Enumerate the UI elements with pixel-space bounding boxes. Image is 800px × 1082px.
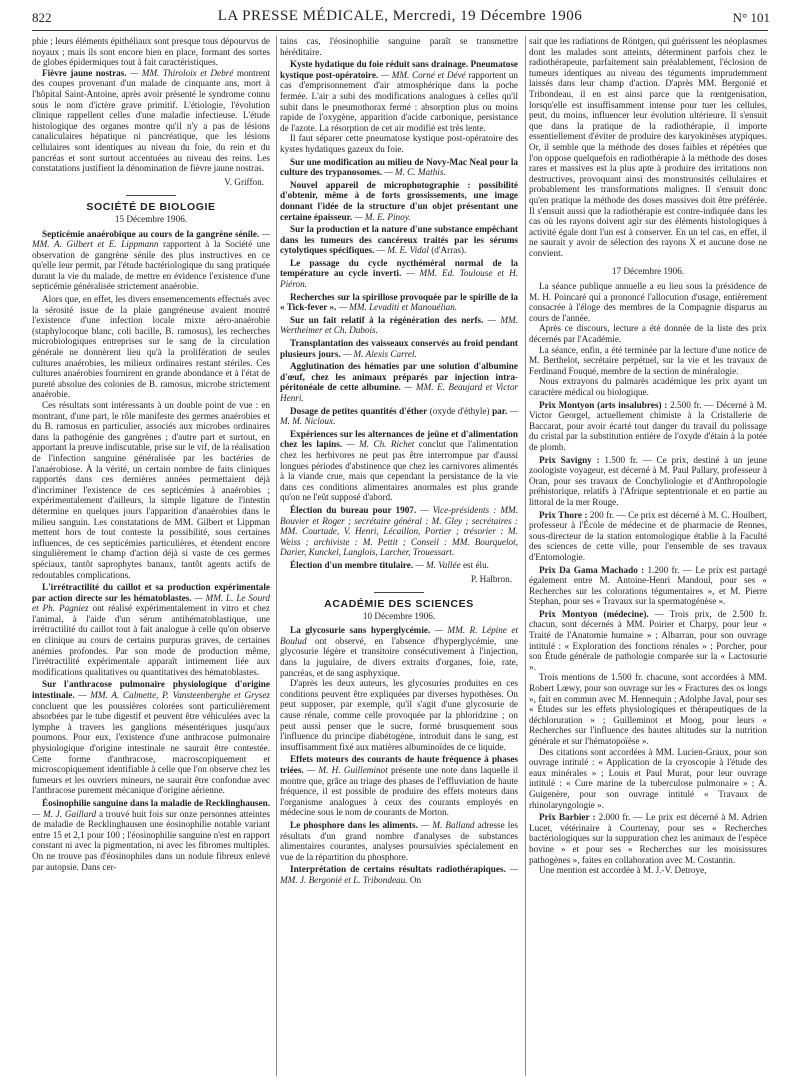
article-authors: — M. M. Nicloux.	[280, 405, 518, 427]
article-text: (d'Arras).	[428, 245, 467, 256]
newspaper-title: LA PRESSE MÉDICALE, Mercredi, 19 Décembre 1906	[217, 8, 583, 24]
article-authors: — MM. L. Le Sourd et Ph. Pagniez	[32, 592, 270, 614]
signature: P. Halbron.	[470, 573, 512, 584]
article-title: L'irrétractilité du caillot et sa production expérimentale par action directe sur les hématoblastes.	[32, 582, 270, 603]
prize-text: 1.500 fr. — Ce prix, destiné à un jeune zoologiste voyageur, est décerné à M. Paul Pallary, professeur à Oran, pour ses travaux de Conchyliologie et d'Anthropologie préhistorique, relatifs à l'Afrique septentrionale et en partie au littoral de la mer Rouge.	[529, 454, 767, 507]
article-title: Expériences sur les alternances de jeûne et d'alimentation chez les lapins.	[280, 428, 518, 450]
paragraph: Des citations sont accordées à MM. Lucien-Graux, pour son ouvrage intitulé : « Application de la cryoscopie à l'étude des eaux minérales » ; Louis et Paul Murat, pour leur ouvrage intitulé : « Cure marine de la tuberculose pulmonaire » ; A. Guigenère, pour son ouvrage intitulé « Travaux de rhinolaryngologie ».	[529, 746, 767, 810]
article-authors: — MM. A. Gilbert et E. Lippmann	[32, 228, 271, 250]
article-election-membre	[280, 560, 518, 571]
article-agglutination	[280, 361, 518, 403]
article-text: a trouvé huit fois sur onze personnes atteintes de maladie de Recklinghausen une éosinophilie notable variant entre 15 et 2,1 pour 100 ; l'éosinophilie sanguine n'est en rapport constant ni avec la pigmentation, ni avec les fibromes multiples. On ne trouve pas d'éosinophiles dans un nodule fibreux enlevé par autopsie. Dans cer-	[32, 808, 270, 872]
paragraph: La séance, enfin, a été terminée par la lecture d'une notice de M. Berthelot, secrétaire perpétuel, sur la vie et les travaux de Ferdinand Fouqué, membre de la section de minéralogie.	[529, 344, 767, 376]
article-phosphore	[280, 820, 518, 862]
article-text: rapportent un cas d'emprisonnement d'air atmosphérique dans la poche fermée. L'air a subi des modifications analogues à celles qu'il subit dans le pneumothorax fermé : absorption plus ou moins rapide de l'oxygène, apparition d'acide carbonique, persistance de l'azote. La résorption de cet air modifié est très lente.	[280, 69, 518, 133]
article-text: On	[407, 874, 422, 885]
article-authors: — M. Ch. Richet	[342, 439, 415, 450]
prize-savigny	[529, 455, 767, 508]
paragraph: Ces résultats sont intéressants à un double point de vue : en montrant, d'une part, le rôle manifeste des germes anaérobies et du B. ramosus en particulier, associés aux microbes ordinaires dans la pathogénie des gangrènes ; d'autre part et surtout, en apportant la preuve indiscutable, prise sur le vif, de la réalisation de l'infection sanguine généralisée par les bactéries de l'anaérobiose. À la vérité, un certain nombre de faits cliniques rapportés dans ces dernières années permettaient déjà d'incriminer l'existence de ces septicémies à anaérobies ; expérimentalement d'ailleurs, la simple ligature de l'intestin détermine en quelques jours l'apparition d'anaérobies dans le milieu sanguin. Les constatations de MM. Gilbert et Lippman mettent hors de tout conteste la possibilité, sous certaines influences, de ces septicémies particulières, et étendent encore singulièrement le champ d'action déjà si vaste de ces germes spéciaux, tantôt saprophytes banaux, tantôt agents actifs de redoutables complications.	[32, 400, 270, 580]
article-spirillose	[280, 292, 518, 313]
article-election-bureau	[280, 505, 518, 558]
issue-number: N° 101	[732, 10, 770, 25]
prize-title: Prix Montyon (arts insalubres) :	[539, 399, 668, 410]
article-title: Sur la production et la nature d'une substance empêchant dans les tumeurs des cancéreux traités par les sérums cytolytiques spécifiques.	[280, 224, 518, 256]
paragraph: D'après les deux auteurs, les glycosuries produites en ces conditions peuvent être expliquées par diverses hypothèses. On peut supposer, par exemple, qu'il s'agit d'une glycosurie de cause rénale, comme celle provoquée par la phloridzine ; on peut aussi penser que le sucre, formé brusquement sous l'influence du principe diabétogène, introduit dans le sang, est insuffisamment fixé aux matières albuminoïdes de ce liquide.	[280, 678, 518, 752]
article-septicemie	[32, 229, 270, 293]
article-title: Sur un fait relatif à la régénération des nerfs.	[290, 314, 484, 325]
article-title: Le passage du cycle nycthéméral normal de la température au cycle inverti.	[280, 257, 518, 279]
article-title: Effets moteurs des courants de haute fréquence à phases triées.	[280, 754, 518, 775]
prize-text: 1.200 fr. — Le prix est partagé également entre M. Antoine-Henri Mandoul, pour ses « Recherches sur les colorations tégumentaires », et M. Pierre Stephan, pour ses « Travaux sur la spermatogénèse ».	[529, 564, 767, 607]
article-title: Fièvre jaune nostras.	[42, 67, 127, 78]
prize-title: Prix Thore :	[539, 509, 588, 520]
article-authors: — M. C. Mathis.	[382, 167, 446, 178]
paragraph: Trois mentions de 1.500 fr. chacune, sont accordées à MM. Robert Lœwy, pour son ouvrage sur les « Fractures des os longs », fait en commun avec M. Hennequin ; Adolphe Javal, pour ses « Études sur les effets physiologiques et thérapeutiques de la déchloruration » ; Guilleminot et Moog, pour leurs « Recherches sur l'influence des hautes altitudes sur la nutrition générale et sur l'hématopoïèse ».	[529, 672, 767, 746]
paragraph: Nous extrayons du palmarès académique les prix ayant un caractère médical ou biologique.	[529, 376, 767, 397]
article-text: concluent que les poussières colorées sont particulièrement absorbées par le tube digestif et peuvent être véhiculées avec la lymphe à travers les ganglions mésentériques jusqu'aux poumons. Pour eux, l'existence d'une anthracose pulmonaire physiologique d'origine intestinale ne saurait être contestée. Cette forme d'anthracose, macroscopiquement et microscopiquement identifiable à celle que l'on observe chez les fumeurs et les ouvriers mineurs, ne saurait être confondue avec l'anthracose purement mécanique d'origine aérienne.	[32, 700, 270, 796]
prize-title: Prix Montyon (médecine).	[539, 608, 649, 619]
section-date: 10 Décembre 1906.	[362, 610, 436, 621]
article-text: présente une note dans laquelle il montre que, grâce au triage des phases de l'effluviation de haute fréquence, il est possible de produire des effets moteurs dans l'organisme analogues à ceux des courants employés en médecine sous le nom de courants de Morton.	[280, 765, 519, 818]
article-fievre-jaune	[32, 68, 270, 174]
article-title: Agglutination des hématies par une solution d'albumine d'œuf, chez les animaux préparés par injection intra-péritonéale de cette albumine.	[280, 361, 518, 393]
article-authors: — MM. Corné et Dévé	[378, 69, 466, 80]
article-authors: — MM. E. Beaujard et Victor Henri.	[280, 382, 518, 403]
header-rule	[32, 30, 768, 31]
article-title: La glycosurie sans hyperglycémie.	[290, 625, 431, 636]
article-title: Sur l'anthracose pulmonaire physiologique d'origine intestinale.	[32, 679, 270, 701]
article-authors: — M. H. Guilleminot	[303, 765, 388, 775]
column-1	[32, 36, 270, 872]
column-divider	[525, 36, 526, 1076]
paragraph: tains cas, l'éosinophilie sanguine paraît se transmettre héréditaire.	[280, 36, 518, 57]
signature: V. Griffon.	[224, 176, 264, 187]
article-title: Nouvel appareil de microphotographie : possibilité d'obtenir, même à de forts grossissements, une image donnant l'idée de la structure d'un objet présentant une certaine épaisseur.	[280, 179, 518, 222]
article-authors: — MM. A. Calmette, P. Vansteenberghe et Grysez	[74, 690, 270, 701]
section-rule	[374, 592, 424, 593]
prize-title: Prix Savigny :	[539, 454, 600, 465]
article-dosage	[280, 406, 518, 427]
article-text: rapportent à la Société une observation de gangrène sénile des plus instructives en ce qu'elle leur permit, par l'étude bactériologique du sang pratiquée durant la vie du malade, de mettre en évidence l'existence d'une septicémie généralisée strictement anaérobie.	[32, 239, 270, 292]
article-title: Le phosphore dans les aliments.	[290, 819, 418, 830]
article-effets-moteurs	[280, 754, 518, 818]
article-text: est élu.	[460, 559, 489, 570]
section-date: 15 Décembre 1906.	[114, 213, 188, 224]
article-novy	[280, 157, 518, 178]
section-title: SOCIÉTÉ DE BIOLOGIE	[86, 201, 216, 214]
article-authors: — M. Balland	[417, 819, 475, 830]
article-nycthemeral	[280, 258, 518, 290]
article-text: — Vice-présidents : MM. Bouvier et Roger ; secrétaire général : M. Gley ; secrétaires : MM. Courtade, V. Henri, Lécaillon, Portier ; trésorier : M. Weiss ; archiviste : M. Pettit ; Conseil : MM. Bourquelot, Darier, Kunckel, Langlois, Larcher, Trouessart.	[280, 504, 518, 558]
prize-text: 2.000 fr. — Le prix est décerné à M. Adrien Lucet, vétérinaire à Courtenay, pour ses « Recherches bactériologiques sur la suppuration chez les animaux de l'espèce bovine » et pour ses « Recherches sur les moisissures pathogènes », faites en collaboration avec M. Costantin.	[529, 812, 767, 865]
prize-text: 200 fr. — Ce prix est décerné à M. C. Houlbert, professeur à l'École de médecine et de pharmacie de Rennes, sous-directeur de la station entomologique établie à la Faculté des sciences de cette ville, pour l'ensemble de ses travaux d'Entomologie.	[529, 509, 767, 562]
page-number: 822	[32, 10, 52, 25]
prize-montyon-medecine	[529, 609, 767, 673]
article-authors: — MM. Thiroloix et Debré	[126, 67, 234, 78]
paragraph: Après ce discours, lecture a été donnée de la liste des prix décernés par l'Académie.	[529, 323, 767, 345]
article-microphotographie	[280, 180, 518, 222]
article-authors: — MM. Wertheimer et Ch. Dubois.	[280, 314, 518, 336]
prize-title: Prix Da Gama Machado :	[539, 564, 645, 575]
paragraph: sait que les radiations de Röntgen, qui guérissent les néoplasmes dont les malades sont atteints, déterminent parfois chez le radiothérapeute, parfaitement sain préalablement, l'éclosion de tumeurs identiques au niveau des téguments imprudemment laissés dans leur champ d'action. D'après MM. Bergonié et Tribondeau, il en est ainsi parce que la rœntgenisation, lorsqu'elle est insuffisamment intense pour tuer les cellules, peut, du moins, influencer leur évolution ultérieure. Il s'ensuit que dans la pratique de la radiothérapie, il importe essentiellement d'éviter de produire des karyokinèses atypiques. Or, il semble que la méthode des doses faibles et répétées que l'on oppose quelquefois en radiothérapie à la méthode des doses rares et massives est la plus apte à produire des irritations non destructives, provoquant ainsi des monstruosités cellulaires et probablement les transformations malignes. Il s'ensuit donc qu'en pratique la méthode des doses massives doit être préférée. Il s'ensuit aussi que la radiothérapie est contre-indiquée dans les cas où les rayons doivent agir sur des éléments histologiques à activité égale dont l'un est à conserver. En un tel cas, en effet, il ne saurait y avoir de sélection des rayons X et aucune dose ne convient.	[529, 36, 767, 258]
article-text: montrent des coupes provenant d'un malade de cinquante ans, mort à l'hôpital Saint-Antoine, après avoir présenté le syndrome connu sous le nom d'ictère grave primitif. L'étiologie, l'évolution clinique rappellent celles d'une maladie infectieuse. L'étude histologique des organes montre qu'il n'y a pas de lésions canaliculaires hépatique ni pancréatique, que les lésions cellulaires sont identiques au niveau du foie, du rein et du pancréas et sont surtout accentuées au niveau des reins. Les constatations justifient la dénomination de fièvre jaune nostras.	[32, 67, 270, 174]
article-kyste	[280, 59, 518, 133]
prize-da-gama-machado	[529, 565, 767, 607]
article-authors: — MM. J. Bergonié et L. Tribondeau.	[280, 864, 519, 885]
column-divider	[276, 36, 277, 1076]
section-date: 17 Décembre 1906.	[611, 266, 685, 277]
paragraph: Une mention est accordée à M. J.-V. Detroye,	[539, 865, 707, 876]
article-authors: — MM. R. Lépine et Boulud	[280, 625, 519, 646]
article-title: Sur une modification au milieu de Novy-Mac Neal pour la culture des trypanosomes.	[280, 156, 518, 178]
article-authors: — M. J. Gaillard	[32, 808, 97, 819]
prize-text: 2.500 fr. — Décerné à M. Victor Georgel, actuellement chimiste à la Cristallerie de Baccarat, pour avoir écarté tout danger du travail du polissage du cristal par la substitution entière de l'oxyde d'étain à la potée de plomb.	[529, 399, 767, 452]
paragraph: La séance publique annuelle a eu lieu sous la présidence de M. H. Poincaré qui a prononcé l'allocution d'usage, entièrement consacrée à l'éloge des membres de la Compagnie disparus au cours de l'année.	[529, 281, 767, 323]
article-irretractilite	[32, 582, 270, 677]
article-interpretation	[280, 864, 518, 885]
page-header	[0, 0, 800, 30]
article-title: Élection du bureau pour 1907.	[290, 504, 417, 515]
article-text: ont observé, en l'absence d'hyperglycémie, une glycosurie légère et transitoire consécutivement à l'injection, dans la jugulaire, de divers extraits d'organes, foie, rate, pancréas, et de sang asphyxique.	[280, 635, 518, 678]
prize-thore	[529, 510, 767, 563]
article-title: Transplantation des vaisseaux conservés au froid pendant plusieurs jours.	[280, 338, 518, 359]
article-title: Interprétation de certains résultats radiothérapiques.	[290, 864, 506, 875]
article-eosinophilie	[32, 798, 270, 872]
article-authors: — M. Alexis Carrel.	[340, 348, 417, 359]
article-text: adresse les résultats d'un grand nombre d'analyses de substances alimentaires courantes, analyses poursuivies spécialement en vue de la répartition du phosphore.	[280, 819, 518, 862]
article-title: Dosage de petites quantités d'éther	[290, 405, 428, 416]
paragraph: Alors que, en effet, les divers ensemencements effectués avec la sérosité issue de la plaie gangréneuse avaient montré l'existence d'une infection locale mixte aéro-anaérobie (staphylocoque blanc, coli bacille, B. ramosus), les recherches microbiologiques entreprises sur le sang de la circulation générale ne donnèrent lieu qu'à la prolifération de seules cultures anaérobies, les milieux ordinaires restant stériles. Ces cultures anaérobies fournirent en grande abondance et à l'état de pureté absolue des colonies de B. ramosus, microbe strictement anaérobie.	[32, 294, 270, 400]
article-glycosurie	[280, 625, 518, 678]
article-authors: — M. Vallée	[413, 559, 461, 570]
article-text: ont réalisé expérimentalement in vitro et chez l'animal, à l'aide d'un sérum antihématoblastique, une irrétractilité du caillot tout à fait analogue à celle qu'on observe en clinique au cours de certains purpuras graves, de certaines anémies profondes. Par son mode de production même, l'irrétractilité expérimentale apparaît intimement liée aux modifications qualitatives ou quantitatives des hématoblastes.	[32, 603, 271, 677]
article-text: conclut que l'alimentation chez les herbivores ne peut pas être interrompue par d'aussi longues périodes d'abstinence que chez les carnivores alimentés à la viande crue, mais que cependant la persistance de la vie dans ces conditions alimentaires anormales est plus grande qu'on ne l'eût supposé d'abord.	[280, 439, 518, 503]
article-title: Kyste hydatique du foie réduit sans drainage. Pneumatose kystique post-opératoire.	[280, 59, 518, 80]
column-2	[280, 36, 518, 886]
article-transplantation	[280, 338, 518, 359]
section-title: ACADÉMIE DES SCIENCES	[324, 598, 474, 611]
article-title: Recherches sur la spirillose provoquée par le spirille de la « Tick-fever ».	[280, 291, 518, 313]
article-title: Élection d'un membre titulaire.	[290, 559, 414, 570]
article-nerfs	[280, 315, 518, 336]
column-3	[529, 36, 767, 876]
article-title: Éosinophilie sanguine dans la maladie de Recklinghausen.	[42, 797, 270, 808]
prize-text: — Trois prix, de 2.500 fr. chacun, sont décernés à MM. Poirier et Charpy, pour leur « Traité de l'Anatomie humaine » ; Albarran, pour son ouvrage intitulé : « Exploration des fonctions rénales » ; Porcher, pour son Étude générale de pathologie comparée sur la « Lactosurie ».	[529, 608, 767, 672]
prize-title: Prix Barbier :	[539, 812, 596, 823]
article-text: (oxyde d'éthyle)	[427, 405, 493, 416]
article-authors: — M. E. Pinoy.	[352, 211, 411, 222]
paragraph: Il faut séparer cette pneumatose kystique post-opératoire des kystes hydatiques gazeux du foie.	[280, 133, 518, 154]
article-authors: — MM. Levaditi et Manouélian.	[336, 302, 458, 313]
article-authors: — MM. Ed. Toulouse et H. Piéron.	[280, 268, 518, 290]
article-title: par.	[492, 405, 508, 416]
article-authors: — M. E. Vidal	[374, 245, 429, 256]
prize-barbier	[529, 812, 767, 865]
prize-montyon-arts	[529, 400, 767, 453]
article-production	[280, 224, 518, 256]
article-anthracose	[32, 679, 270, 796]
section-rule	[126, 195, 176, 196]
paragraph: phie ; leurs éléments épithéliaux sont presque tous dépourvus de noyaux ; mais ils sont encore bien en place, formant des sortes de globes épidermiques tout à fait caractéristiques.	[32, 36, 270, 68]
article-jeune	[280, 429, 518, 503]
article-title: Septicémie anaérobique au cours de la gangrène sénile.	[42, 228, 260, 239]
